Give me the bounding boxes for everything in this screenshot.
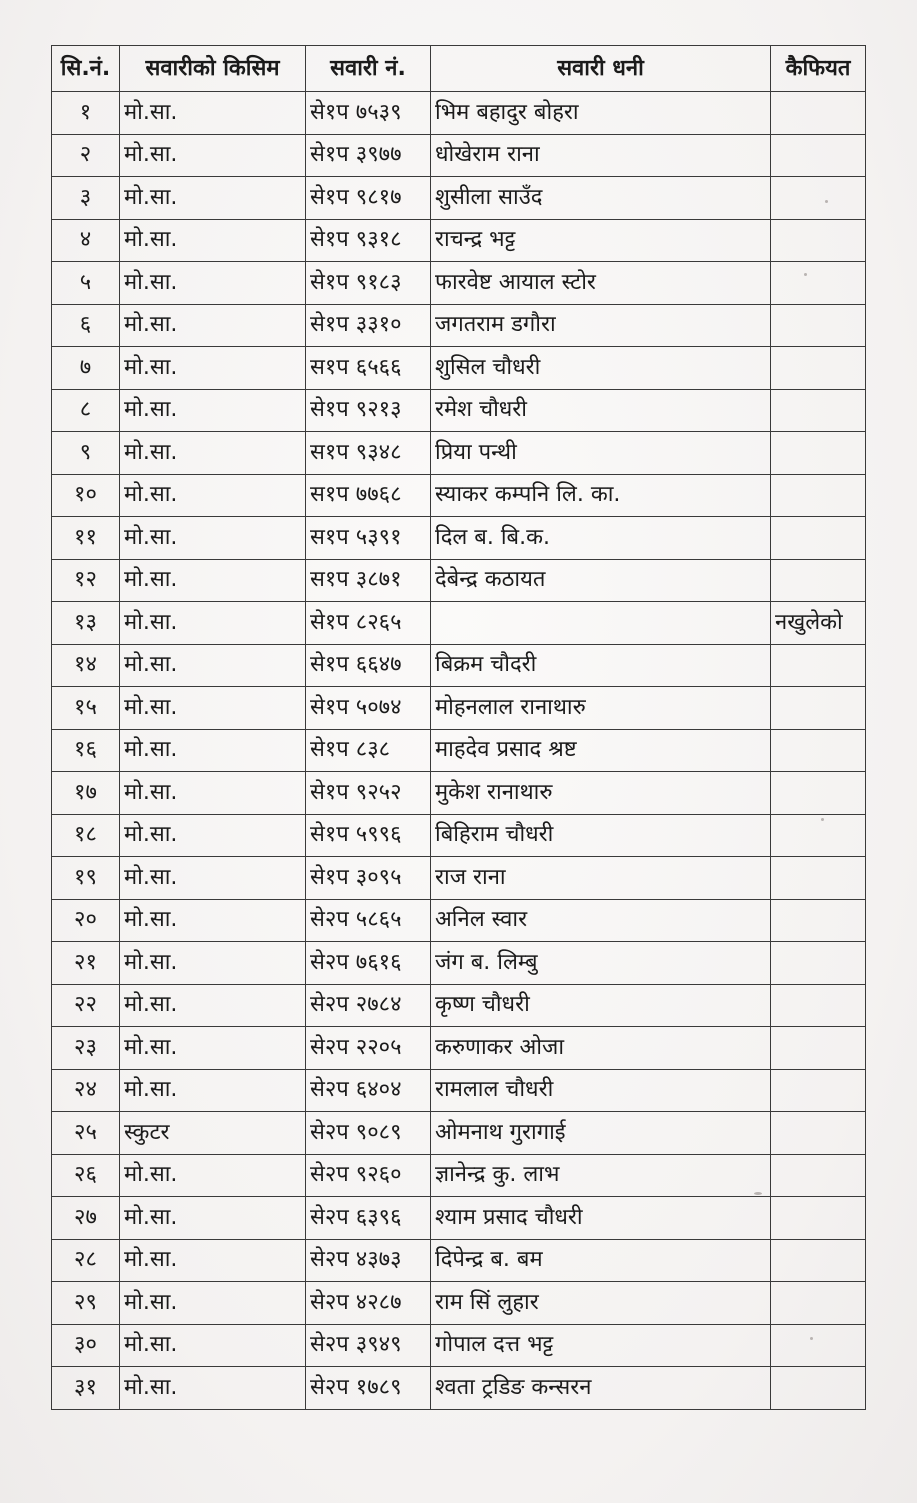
cell-vehicle-owner: ज्ञानेन्द्र कु. लाभ — [431, 1154, 771, 1197]
cell-serial: २८ — [52, 1239, 120, 1282]
cell-vehicle-number: स१प ६५६६ — [306, 347, 431, 390]
cell-remarks — [771, 262, 866, 305]
cell-serial: १६ — [52, 729, 120, 772]
cell-serial: २५ — [52, 1112, 120, 1155]
table-row — [52, 814, 866, 857]
cell-remarks — [771, 134, 866, 177]
cell-remarks — [771, 1282, 866, 1325]
cell-serial: १४ — [52, 644, 120, 687]
cell-vehicle-owner: राम सिं लुहार — [431, 1282, 771, 1325]
cell-vehicle-type: मो.सा. — [120, 1069, 306, 1112]
cell-remarks — [771, 729, 866, 772]
table-body — [52, 92, 866, 1410]
cell-vehicle-owner: प्रिया पन्थी — [431, 432, 771, 475]
vehicle-register-table — [51, 45, 866, 1410]
cell-remarks — [771, 304, 866, 347]
cell-vehicle-owner: जगतराम डगौरा — [431, 304, 771, 347]
cell-vehicle-number: से२प २७८४ — [306, 984, 431, 1027]
header-vehicle-type: सवारीको किसिम — [120, 46, 306, 92]
cell-vehicle-type: मो.सा. — [120, 772, 306, 815]
header-row — [52, 46, 866, 92]
header-vehicle-number: सवारी नं. — [306, 46, 431, 92]
cell-vehicle-number: से२प ५८६५ — [306, 899, 431, 942]
table-row — [52, 772, 866, 815]
cell-remarks — [771, 1112, 866, 1155]
cell-vehicle-number: से२प १७८९ — [306, 1367, 431, 1410]
cell-vehicle-number: से१प ३०९५ — [306, 857, 431, 900]
cell-vehicle-owner: स्याकर कम्पनि लि. का. — [431, 474, 771, 517]
table-row — [52, 1239, 866, 1282]
cell-serial: २७ — [52, 1197, 120, 1240]
cell-serial: ९ — [52, 432, 120, 475]
cell-vehicle-owner: माहदेव प्रसाद श्रष्ट — [431, 729, 771, 772]
cell-serial: २१ — [52, 942, 120, 985]
cell-vehicle-type: मो.सा. — [120, 1239, 306, 1282]
table-row — [52, 474, 866, 517]
cell-remarks — [771, 984, 866, 1027]
cell-vehicle-number: से२प ९२६० — [306, 1154, 431, 1197]
cell-remarks — [771, 474, 866, 517]
table-row — [52, 1324, 866, 1367]
cell-vehicle-owner: शुसीला साउँद — [431, 177, 771, 220]
cell-vehicle-type: मो.सा. — [120, 219, 306, 262]
cell-remarks — [771, 814, 866, 857]
cell-remarks — [771, 1239, 866, 1282]
cell-serial: २९ — [52, 1282, 120, 1325]
cell-vehicle-owner: रामलाल चौधरी — [431, 1069, 771, 1112]
table-header — [52, 46, 866, 92]
cell-vehicle-owner: बिक्रम चौदरी — [431, 644, 771, 687]
table-row — [52, 262, 866, 305]
cell-vehicle-owner: दिल ब. बि.क. — [431, 517, 771, 560]
cell-remarks — [771, 644, 866, 687]
cell-serial: १२ — [52, 559, 120, 602]
cell-vehicle-owner: कृष्ण चौधरी — [431, 984, 771, 1027]
cell-vehicle-owner: मोहनलाल रानाथारु — [431, 687, 771, 730]
cell-vehicle-owner: देबेन्द्र कठायत — [431, 559, 771, 602]
cell-serial: २३ — [52, 1027, 120, 1070]
cell-vehicle-type: मो.सा. — [120, 92, 306, 135]
table-row — [52, 1197, 866, 1240]
cell-vehicle-type: मो.सा. — [120, 304, 306, 347]
table-row — [52, 687, 866, 730]
cell-remarks — [771, 857, 866, 900]
table-row — [52, 177, 866, 220]
cell-vehicle-type: मो.सा. — [120, 1027, 306, 1070]
cell-vehicle-type: स्कुटर — [120, 1112, 306, 1155]
cell-vehicle-number: से२प ७६१६ — [306, 942, 431, 985]
cell-vehicle-owner: मुकेश रानाथारु — [431, 772, 771, 815]
cell-vehicle-owner — [431, 602, 771, 645]
table-row — [52, 1282, 866, 1325]
cell-serial: ८ — [52, 389, 120, 432]
cell-serial: १५ — [52, 687, 120, 730]
cell-vehicle-owner: राज राना — [431, 857, 771, 900]
cell-remarks — [771, 772, 866, 815]
cell-vehicle-type: मो.सा. — [120, 177, 306, 220]
cell-vehicle-number: से१प ३३१० — [306, 304, 431, 347]
cell-vehicle-type: मो.सा. — [120, 942, 306, 985]
cell-serial: ४ — [52, 219, 120, 262]
cell-vehicle-number: से१प ६६४७ — [306, 644, 431, 687]
table-row — [52, 644, 866, 687]
table-row — [52, 1367, 866, 1410]
cell-vehicle-number: से१प ३९७७ — [306, 134, 431, 177]
cell-vehicle-number: से१प ८२६५ — [306, 602, 431, 645]
cell-vehicle-owner: जंग ब. लिम्बु — [431, 942, 771, 985]
cell-remarks — [771, 1154, 866, 1197]
header-serial: सि.नं. — [52, 46, 120, 92]
table-row — [52, 517, 866, 560]
cell-remarks — [771, 92, 866, 135]
cell-serial: १७ — [52, 772, 120, 815]
cell-serial: ११ — [52, 517, 120, 560]
table-row — [52, 304, 866, 347]
cell-vehicle-number: से१प ८३८ — [306, 729, 431, 772]
cell-serial: ३ — [52, 177, 120, 220]
cell-vehicle-type: मो.सा. — [120, 729, 306, 772]
table-row — [52, 347, 866, 390]
cell-serial: २ — [52, 134, 120, 177]
cell-vehicle-owner: ओमनाथ गुरागाई — [431, 1112, 771, 1155]
cell-vehicle-type: मो.सा. — [120, 1367, 306, 1410]
cell-vehicle-owner: बिहिराम चौधरी — [431, 814, 771, 857]
cell-vehicle-owner: करुणाकर ओजा — [431, 1027, 771, 1070]
cell-vehicle-type: मो.सा. — [120, 984, 306, 1027]
cell-serial: १९ — [52, 857, 120, 900]
cell-vehicle-number: स१प ३८७१ — [306, 559, 431, 602]
cell-remarks — [771, 1197, 866, 1240]
cell-serial: ५ — [52, 262, 120, 305]
cell-vehicle-owner: श्वता ट्रडिङ कन्सरन — [431, 1367, 771, 1410]
cell-remarks — [771, 559, 866, 602]
table-row — [52, 92, 866, 135]
cell-vehicle-type: मो.सा. — [120, 559, 306, 602]
cell-serial: १ — [52, 92, 120, 135]
cell-vehicle-number: से१प ७५३९ — [306, 92, 431, 135]
cell-serial: ३१ — [52, 1367, 120, 1410]
cell-serial: २४ — [52, 1069, 120, 1112]
cell-serial: १८ — [52, 814, 120, 857]
header-vehicle-owner: सवारी धनी — [431, 46, 771, 92]
table-row — [52, 1069, 866, 1112]
cell-vehicle-number: से१प ५९९६ — [306, 814, 431, 857]
cell-remarks — [771, 177, 866, 220]
cell-vehicle-number: से२प ४२८७ — [306, 1282, 431, 1325]
cell-remarks — [771, 347, 866, 390]
cell-remarks — [771, 942, 866, 985]
cell-remarks — [771, 389, 866, 432]
cell-remarks — [771, 517, 866, 560]
cell-vehicle-type: मो.सा. — [120, 347, 306, 390]
cell-remarks — [771, 1027, 866, 1070]
cell-vehicle-owner: गोपाल दत्त भट्ट — [431, 1324, 771, 1367]
cell-vehicle-type: मो.सा. — [120, 474, 306, 517]
cell-remarks: नखुलेको — [771, 602, 866, 645]
cell-vehicle-owner: रमेश चौधरी — [431, 389, 771, 432]
cell-vehicle-owner: राचन्द्र भट्ट — [431, 219, 771, 262]
cell-remarks — [771, 1324, 866, 1367]
table-row — [52, 984, 866, 1027]
cell-vehicle-number: से१प ९२१३ — [306, 389, 431, 432]
table-row — [52, 1027, 866, 1070]
cell-remarks — [771, 432, 866, 475]
cell-vehicle-number: स१प ५३९१ — [306, 517, 431, 560]
cell-serial: १० — [52, 474, 120, 517]
cell-serial: २२ — [52, 984, 120, 1027]
cell-vehicle-type: मो.सा. — [120, 814, 306, 857]
cell-vehicle-number: स१प ७७६८ — [306, 474, 431, 517]
cell-vehicle-type: मो.सा. — [120, 262, 306, 305]
cell-serial: ७ — [52, 347, 120, 390]
cell-vehicle-number: से१प ९१८३ — [306, 262, 431, 305]
cell-vehicle-owner: धोखेराम राना — [431, 134, 771, 177]
cell-vehicle-type: मो.सा. — [120, 134, 306, 177]
cell-vehicle-owner: शुसिल चौधरी — [431, 347, 771, 390]
cell-vehicle-owner: भिम बहादुर बोहरा — [431, 92, 771, 135]
cell-remarks — [771, 219, 866, 262]
table-row — [52, 134, 866, 177]
header-remarks: कैफियत — [771, 46, 866, 92]
table-row — [52, 432, 866, 475]
cell-vehicle-owner: अनिल स्वार — [431, 899, 771, 942]
cell-vehicle-number: से२प ६३९६ — [306, 1197, 431, 1240]
table-row — [52, 602, 866, 645]
cell-remarks — [771, 1069, 866, 1112]
cell-serial: २६ — [52, 1154, 120, 1197]
cell-vehicle-owner: फारवेष्ट आयाल स्टोर — [431, 262, 771, 305]
cell-vehicle-number: से२प ६४०४ — [306, 1069, 431, 1112]
table-row — [52, 219, 866, 262]
cell-vehicle-type: मो.सा. — [120, 1197, 306, 1240]
table-row — [52, 899, 866, 942]
cell-remarks — [771, 687, 866, 730]
table-row — [52, 1112, 866, 1155]
cell-vehicle-number: से१प ९३१८ — [306, 219, 431, 262]
cell-serial: २० — [52, 899, 120, 942]
cell-serial: ६ — [52, 304, 120, 347]
cell-vehicle-type: मो.सा. — [120, 687, 306, 730]
cell-vehicle-owner: श्याम प्रसाद चौधरी — [431, 1197, 771, 1240]
cell-remarks — [771, 899, 866, 942]
cell-vehicle-type: मो.सा. — [120, 389, 306, 432]
cell-vehicle-type: मो.सा. — [120, 432, 306, 475]
cell-vehicle-type: मो.सा. — [120, 1154, 306, 1197]
table-row — [52, 942, 866, 985]
cell-vehicle-type: मो.सा. — [120, 899, 306, 942]
table-row — [52, 857, 866, 900]
cell-vehicle-type: मो.सा. — [120, 1282, 306, 1325]
cell-serial: १३ — [52, 602, 120, 645]
cell-vehicle-owner: दिपेन्द्र ब. बम — [431, 1239, 771, 1282]
cell-vehicle-type: मो.सा. — [120, 517, 306, 560]
cell-vehicle-number: स१प ९३४८ — [306, 432, 431, 475]
table-row — [52, 559, 866, 602]
cell-remarks — [771, 1367, 866, 1410]
table-row — [52, 389, 866, 432]
cell-vehicle-number: से१प ९२५२ — [306, 772, 431, 815]
cell-vehicle-number: से२प ४३७३ — [306, 1239, 431, 1282]
cell-vehicle-number: से१प ५०७४ — [306, 687, 431, 730]
cell-vehicle-number: से२प २२०५ — [306, 1027, 431, 1070]
cell-vehicle-number: से२प ३९४९ — [306, 1324, 431, 1367]
cell-vehicle-type: मो.सा. — [120, 857, 306, 900]
cell-vehicle-type: मो.सा. — [120, 644, 306, 687]
table-row — [52, 1154, 866, 1197]
cell-vehicle-type: मो.सा. — [120, 1324, 306, 1367]
table-row — [52, 729, 866, 772]
cell-serial: ३० — [52, 1324, 120, 1367]
cell-vehicle-number: से२प ९०८९ — [306, 1112, 431, 1155]
cell-vehicle-number: से१प ९८१७ — [306, 177, 431, 220]
cell-vehicle-type: मो.सा. — [120, 602, 306, 645]
